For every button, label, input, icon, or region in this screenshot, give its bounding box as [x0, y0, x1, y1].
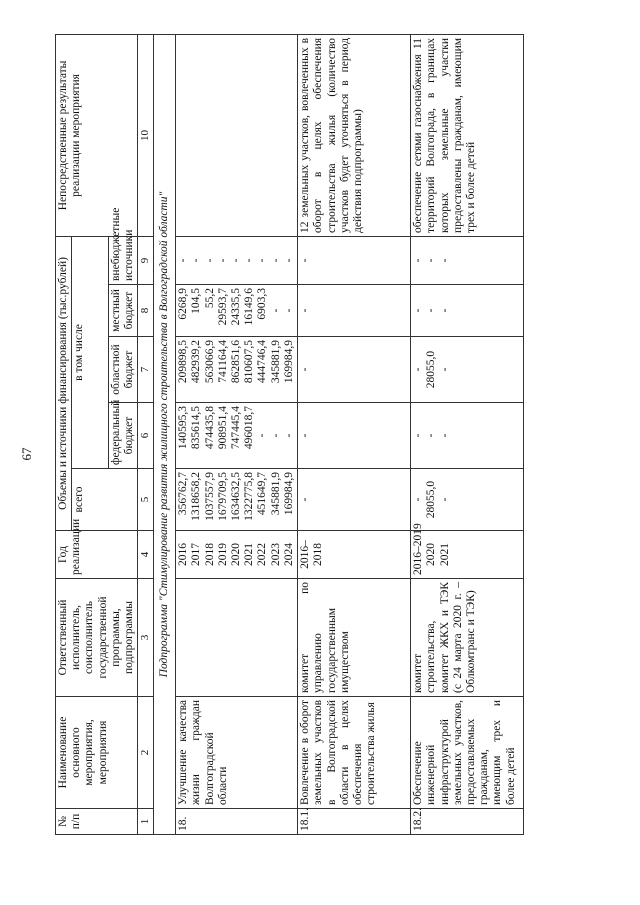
row-name: Улучшение качества жизни граждан Волгоградской области: [176, 697, 298, 809]
row-total: 356762,7 1318658,2 1037557,9 1679709,5 1634632,5 1322775,8 451649,7 345881,9 169984,9: [176, 469, 298, 531]
row-years: 2016–2018: [298, 531, 411, 579]
col-number-10: 10: [138, 34, 154, 236]
row-responsible: комитет по управлению государственным имуществом: [298, 579, 411, 697]
header-offbudget: внебюджетные источники: [108, 236, 137, 284]
col-number-5: 5: [138, 469, 154, 531]
row-result: 12 земельных участков, вовлеченных в оборот в целях обеспечения строительства жилья (количество участков будет уточняться в период действия подпрограммы): [298, 34, 411, 236]
col-number-2: 2: [138, 697, 154, 809]
col-number-7: 7: [138, 337, 154, 403]
table-row: [411, 34, 524, 834]
subprogram-title: Подпрограмма "Стимулирование развития жилищного строительства в Волгоградской области": [153, 34, 175, 834]
row-responsible: комитет строительства, комитет ЖКХ и ТЭК (с 24 марта 2020 г. – Облкомтранс и ТЭК): [411, 579, 524, 697]
row-responsible: [176, 579, 298, 697]
row-num: 18.: [176, 809, 298, 835]
row-num: 18.2.: [411, 809, 524, 835]
funding-table: [55, 34, 524, 835]
row-regional: -: [298, 337, 411, 403]
col-number-3: 3: [138, 579, 154, 697]
row-total: -: [298, 469, 411, 531]
row-local: -: [298, 285, 411, 337]
page-number: 67: [19, 447, 34, 461]
header-responsible: Ответственный исполнитель, соисполнитель государственной программы, подпрограммы: [56, 579, 138, 697]
row-result: обеспечение сетями газоснабжения 11 территорий Волгограда, в границах которых земельные участки предоставлены гражданам, имеющим трех и более детей: [411, 34, 524, 236]
row-offbudget: -: [298, 236, 411, 284]
row-name: Вовлечение в оборот земельных участков в Волгоградской области в целях обеспечения строительства жилья: [298, 697, 411, 809]
row-local: 6268,9 104,5 55,2 29593,7 24335,5 16149,6 6903,3 - -: [176, 285, 298, 337]
table-row: [176, 34, 298, 834]
header-total: всего: [72, 469, 138, 531]
header-funding: Объемы и источники финансирования (тыс.рублей): [56, 236, 72, 530]
header-name: Наименование основного мероприятия, мероприятия: [56, 697, 138, 809]
row-years: 2016–2019 2020 2021: [411, 531, 524, 579]
header-including: в том числе: [72, 236, 109, 468]
row-num: 18.1.: [298, 809, 411, 835]
table-row: [298, 34, 411, 834]
row-federal: 140595,3 835614,5 474435,8 908951,4 747445,4 496018,7 - - -: [176, 403, 298, 469]
col-number-9: 9: [138, 236, 154, 284]
row-federal: - - -: [411, 403, 524, 469]
header-year: Год реализации: [56, 531, 138, 579]
row-years: 2016 2017 2018 2019 2020 2021 2022 2023 2024: [176, 531, 298, 579]
header-result: Непосредственные результаты реализации мероприятия: [56, 34, 138, 236]
col-number-6: 6: [138, 403, 154, 469]
row-local: - - -: [411, 285, 524, 337]
row-total: - 28055,0 -: [411, 469, 524, 531]
header-federal: федеральный бюджет: [108, 403, 137, 469]
col-number-1: 1: [138, 809, 154, 835]
row-regional: 209898,5 482939,2 563066,9 741164,4 862851,6 810607,5 444746,4 345881,9 169984,9: [176, 337, 298, 403]
header-num: № п/п: [56, 809, 138, 835]
row-offbudget: - - - - - - - - -: [176, 236, 298, 284]
header-local: местный бюджет: [108, 285, 137, 337]
row-name: Обеспечение инженерной инфраструктурой земельных участков, предоставляемых гражданам, имеющим трех и более детей: [411, 697, 524, 809]
row-regional: - 28055,0 -: [411, 337, 524, 403]
row-result: [176, 34, 298, 236]
row-offbudget: - - -: [411, 236, 524, 284]
row-federal: -: [298, 403, 411, 469]
rotated-page: [55, 35, 640, 835]
header-regional: областной бюджет: [108, 337, 137, 403]
col-number-8: 8: [138, 285, 154, 337]
col-number-4: 4: [138, 531, 154, 579]
